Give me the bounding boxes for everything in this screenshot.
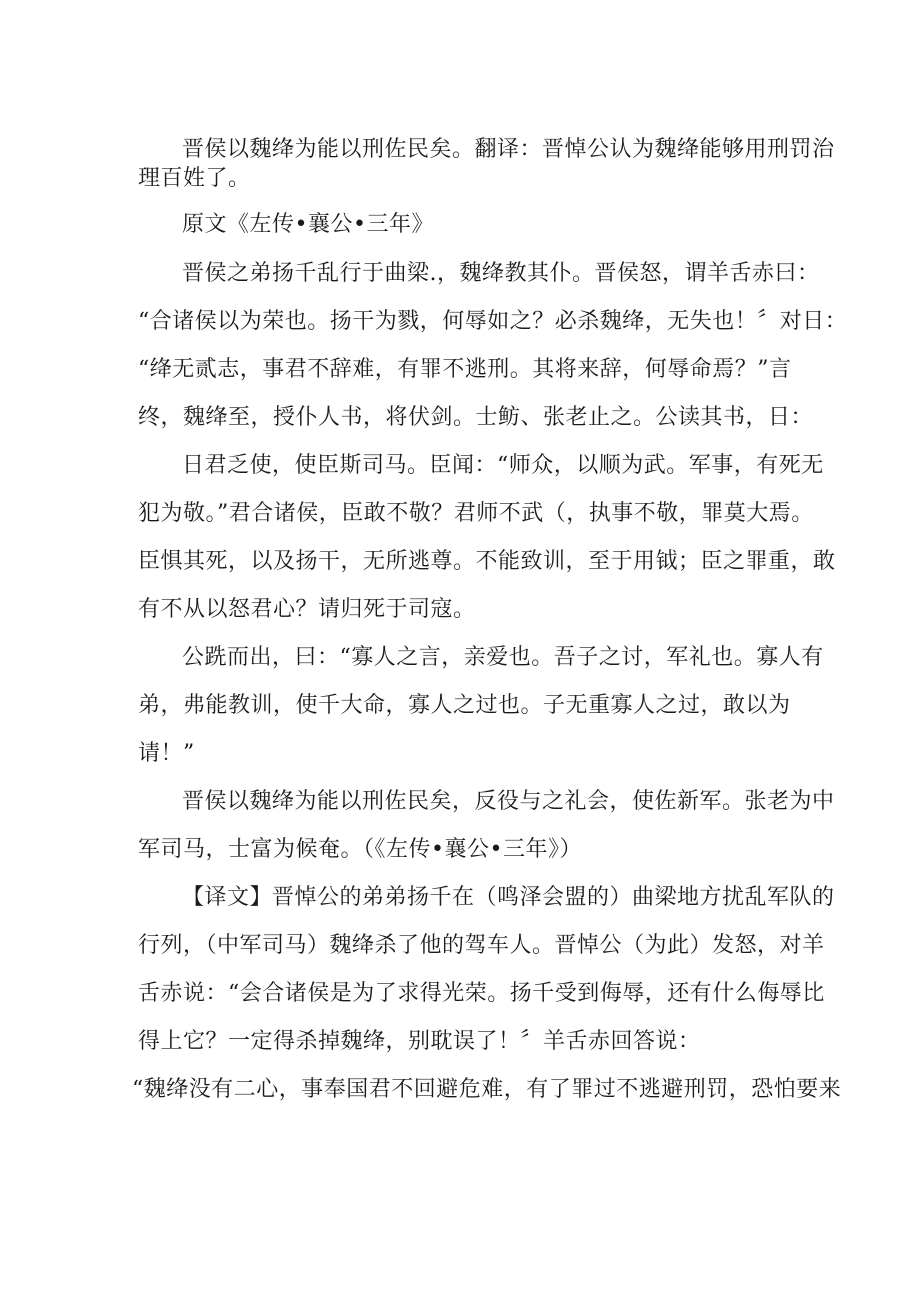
paragraph-line: 行列，（中军司马）魏绛杀了他的驾车人。晋悼公（为此）发怒，对羊 bbox=[138, 933, 825, 958]
paragraph-line: 犯为敬。”君合诸侯，臣敢不敬？君师不武（，执事不敬，罪莫大焉。 bbox=[138, 501, 814, 526]
paragraph-line: 终，魏绛至，授仆人书，将伏剑。士鲂、张老止之。公读其书，日： bbox=[138, 405, 814, 430]
paragraph-line: 得上它？一定得杀掉魏绛，别耽误了！〞羊舌赤回答说： bbox=[138, 1029, 701, 1054]
paragraph-line: “绛无贰志，事君不辞难，有罪不逃刑。其将来辞，何辱命焉？”言 bbox=[138, 357, 792, 382]
paragraph-line: 公跣而出，曰：“寡人之言，亲爱也。吾子之讨，军礼也。寡人有 bbox=[182, 645, 824, 670]
paragraph-line: 原文《左传•襄公•三年》 bbox=[182, 212, 434, 237]
paragraph-line: 晋侯之弟扬千乱行于曲梁.，魏绛教其仆。晋侯怒，谓羊舌赤曰： bbox=[182, 261, 820, 286]
paragraph-line: 军司马，士富为候奄。（《左传•襄公•三年》） bbox=[138, 837, 582, 862]
paragraph-line: “合诸侯以为荣也。扬干为戮，何辱如之？必杀魏绛，无失也！〞对日： bbox=[138, 309, 848, 334]
paragraph-line: 臣惧其死，以及扬干，无所逃尊。不能致训，至于用钺；臣之罪重，敢 bbox=[138, 549, 836, 574]
paragraph-line: 理百姓了。 bbox=[138, 166, 251, 191]
paragraph-line: 日君乏使，使臣斯司马。臣闻：“师众，以顺为武。军事，有死无 bbox=[182, 453, 824, 478]
paragraph-line: “魏绛没有二心，事奉国君不回避危难，有了罪过不逃避刑罚，恐怕要来 bbox=[132, 1077, 842, 1102]
paragraph-line: 晋侯以魏绛为能以刑佐民矣。翻译：晋悼公认为魏绛能够用刑罚治 bbox=[182, 137, 835, 162]
paragraph-line: 有不从以怒君心？请归死于司寇。 bbox=[138, 597, 476, 622]
paragraph-line: 请！” bbox=[138, 741, 195, 766]
paragraph-line: 舌赤说：“会合诸侯是为了求得光荣。扬千受到侮辱，还有什么侮辱比 bbox=[138, 981, 825, 1006]
paragraph-line: 【译文】晋悼公的弟弟扬千在（鸣泽会盟的）曲梁地方扰乱军队的 bbox=[182, 885, 835, 910]
paragraph-line: 晋侯以魏绛为能以刑佐民矣，反役与之礼会，使佐新军。张老为中 bbox=[182, 789, 835, 814]
paragraph-line: 弟，弗能教训，使千大命，寡人之过也。子无重寡人之过，敢以为 bbox=[138, 693, 791, 718]
